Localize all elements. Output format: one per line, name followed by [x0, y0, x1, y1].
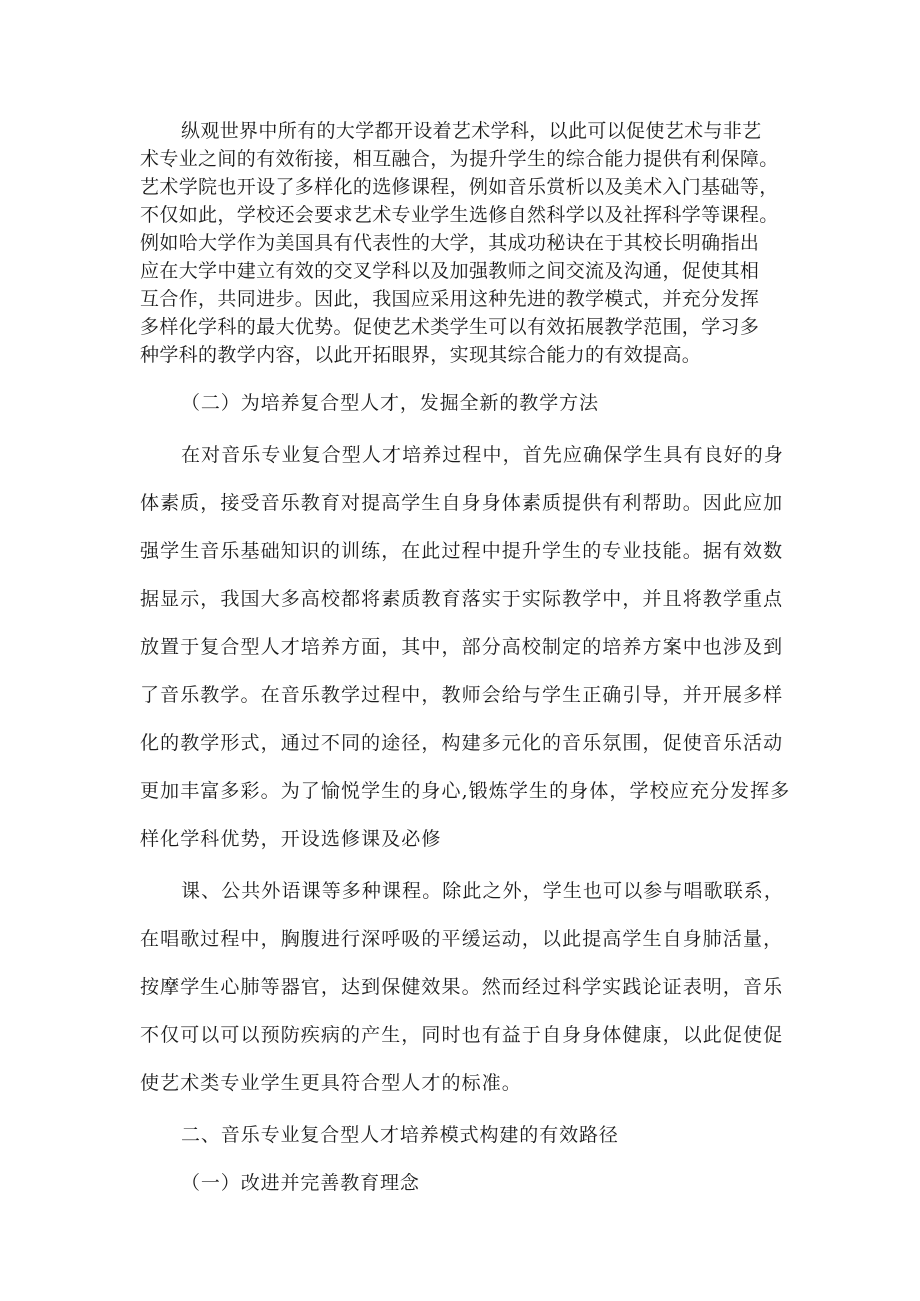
paragraph-line: 化的教学形式，通过不同的途径，构建多元化的音乐氛围，促使音乐活动 — [140, 732, 784, 754]
subheading-text: （一）改进并完善教育理念 — [181, 1172, 420, 1194]
paragraph-line: 不仅可以可以预防疾病的产生，同时也有益于自身身体健康，以此促使促 — [140, 1024, 784, 1046]
paragraph-line: 更加丰富多彩。为了愉悦学生的身心,锻炼学生的身体，学校应充分发挥多 — [140, 780, 791, 802]
paragraph-line: 不仅如此，学校还会要求艺术专业学生选修自然科学以及社挥科学等课程。 — [140, 204, 779, 226]
paragraph-line: 强学生音乐基础知识的训练，在此过程中提升学生的专业技能。据有效数 — [140, 540, 784, 562]
paragraph-line: 多样化学科的最大优势。促使艺术类学生可以有效拓展教学范围，学习多 — [140, 316, 760, 338]
paragraph-line: 了音乐教学。在音乐教学过程中，教师会给与学生正确引导，并开展多样 — [140, 684, 784, 706]
paragraph-line: 使艺术类专业学生更具符合型人才的标准。 — [140, 1072, 522, 1094]
heading-text: 二、音乐专业复合型人才培养模式构建的有效路径 — [181, 1124, 619, 1146]
paragraph-line: 在对音乐专业复合型人才培养过程中，首先应确保学生具有良好的身 — [181, 444, 785, 466]
paragraph-line: 体素质，接受音乐教育对提高学生自身身体素质提供有利帮助。因此应加 — [140, 492, 784, 514]
paragraph-line: 应在大学中建立有效的交叉学科以及加强教师之间交流及沟通，促使其相 — [140, 260, 760, 282]
subheading-text: （二）为培养复合型人才，发掘全新的教学方法 — [181, 392, 599, 414]
paragraph-line: 样化学科优势，开设选修课及必修 — [140, 828, 442, 850]
paragraph-line: 按摩学生心肺等器官，达到保健效果。然而经过科学实践论证表明，音乐 — [140, 976, 784, 998]
paragraph-line: 纵观世界中所有的大学都开设着艺术学科，以此可以促使艺术与非艺 — [181, 120, 762, 142]
paragraph-line: 放置于复合型人才培养方面，其中，部分高校制定的培养方案中也涉及到 — [140, 636, 784, 658]
paragraph-line: 互合作，共同进步。因此，我国应采用这种先进的教学模式，并充分发挥 — [140, 288, 760, 310]
paragraph-line: 据显示，我国大多高校都将素质教育落实于实际教学中，并且将教学重点 — [140, 588, 784, 610]
paragraph-line: 在唱歌过程中，胸腹进行深呼吸的平缓运动，以此提高学生自身肺活量， — [140, 928, 784, 950]
paragraph-line: 例如哈大学作为美国具有代表性的大学，其成功秘诀在于其校长明确指出 — [140, 232, 760, 254]
paragraph-line: 种学科的教学内容，以此开拓眼界，实现其综合能力的有效提高。 — [140, 344, 702, 366]
paragraph-line: 课、公共外语课等多种课程。除此之外，学生也可以参与唱歌联系， — [181, 880, 785, 902]
paragraph-line: 艺术学院也开设了多样化的选修课程，例如音乐赏析以及美术入门基础等， — [140, 176, 779, 198]
paragraph-line: 术专业之间的有效衔接，相互融合，为提升学生的综合能力提供有利保障。 — [140, 148, 779, 170]
